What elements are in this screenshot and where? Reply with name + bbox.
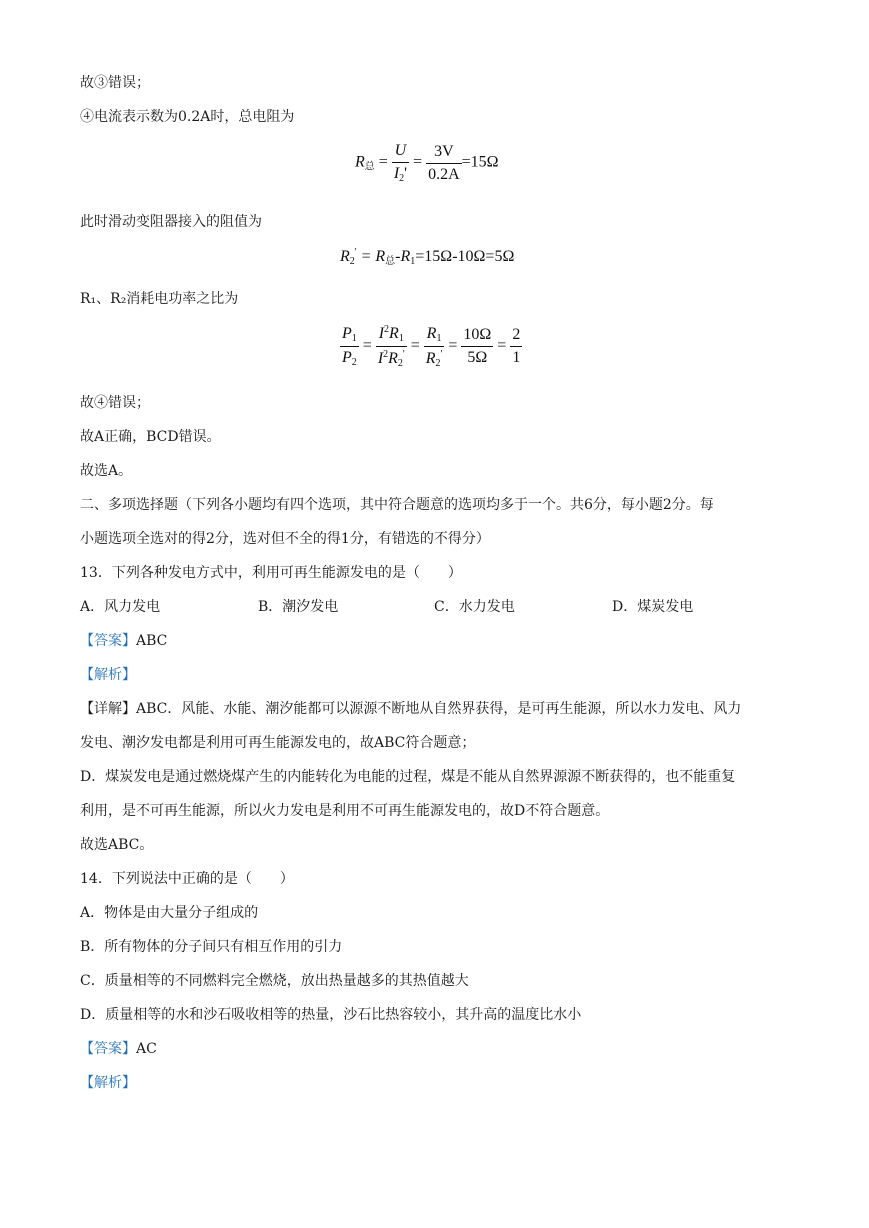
q13-answer: 【答案】ABC <box>80 633 168 649</box>
q13-option-b: B．潮汐发电 <box>258 599 339 615</box>
q14-option-d: D．质量相等的水和沙石吸收相等的热量，沙石比热容较小，其升高的温度比水小 <box>80 1007 582 1023</box>
text-line: ④电流表示数为0.2A时，总电阻为 <box>80 109 295 125</box>
text-line: 此时滑动变阻器接入的阻值为 <box>80 214 262 230</box>
q13-detail: 【详解】ABC．风能、水能、潮汐能都可以源源不断地从自然界获得，是可再生能源，所以水力发电、风力 <box>80 701 742 717</box>
q13-analysis-tag: 【解析】 <box>80 667 136 683</box>
text-line: 利用，是不可再生能源，所以火力发电是利用不可再生能源发电的，故D不符合题意。 <box>80 803 610 819</box>
text-line: 故选A。 <box>80 463 133 479</box>
text-line: D．煤炭发电是通过燃烧煤产生的内能转化为电能的过程，煤是不能从自然界源源不断获得的，也不能重复 <box>80 769 736 785</box>
q13-option-d: D．煤炭发电 <box>612 599 694 615</box>
q14-option-c: C．质量相等的不同燃料完全燃烧，放出热量越多的其热值越大 <box>80 973 469 989</box>
section-heading: 二、多项选择题（下列各小题均有四个选项，其中符合题意的选项均多于一个。共6分，每小题2分。每 <box>80 497 714 513</box>
q14-analysis-tag: 【解析】 <box>80 1075 136 1091</box>
q14-answer: 【答案】AC <box>80 1041 157 1057</box>
q14-option-a: A．物体是由大量分子组成的 <box>80 905 259 921</box>
q13-option-a: A．风力发电 <box>80 599 161 615</box>
text-line: 故A正确，BCD错误。 <box>80 429 221 445</box>
question-13-stem: 13．下列各种发电方式中，利用可再生能源发电的是（ ） <box>80 565 462 581</box>
equation-rheostat-resistance: $R_2' = R_总-R_1=15\Omega-10\Omega=5\Omega$ <box>340 247 515 267</box>
text-line: 故③错误； <box>80 75 150 91</box>
equation-power-ratio: $\frac{P_1}{P_2}$ = $\frac{I^2R_1}{I^2R_2'}$ = $\frac{R_1}{R_2'}$ = $\frac{10\Omega}{5\Omega}$ = $\frac{2}{1}$ <box>342 324 521 369</box>
q13-conclusion: 故选ABC。 <box>80 837 154 853</box>
equation-total-resistance: $R_总$ = $\frac{U}{I_2'}$ = $\frac{3V}{0.2A}$ =15Ω <box>355 142 499 184</box>
text-line: 故④错误； <box>80 395 150 411</box>
question-14-stem: 14．下列说法中正确的是（ ） <box>80 871 294 887</box>
text-line: R₁、R₂消耗电功率之比为 <box>80 291 239 307</box>
q14-option-b: B．所有物体的分子间只有相互作用的引力 <box>80 939 343 955</box>
text-line: 发电、潮汐发电都是利用可再生能源发电的，故ABC符合题意； <box>80 735 476 751</box>
section-heading: 小题选项全选对的得2分，选对但不全的得1分，有错选的不得分） <box>80 531 490 547</box>
q13-option-c: C．水力发电 <box>434 599 515 615</box>
